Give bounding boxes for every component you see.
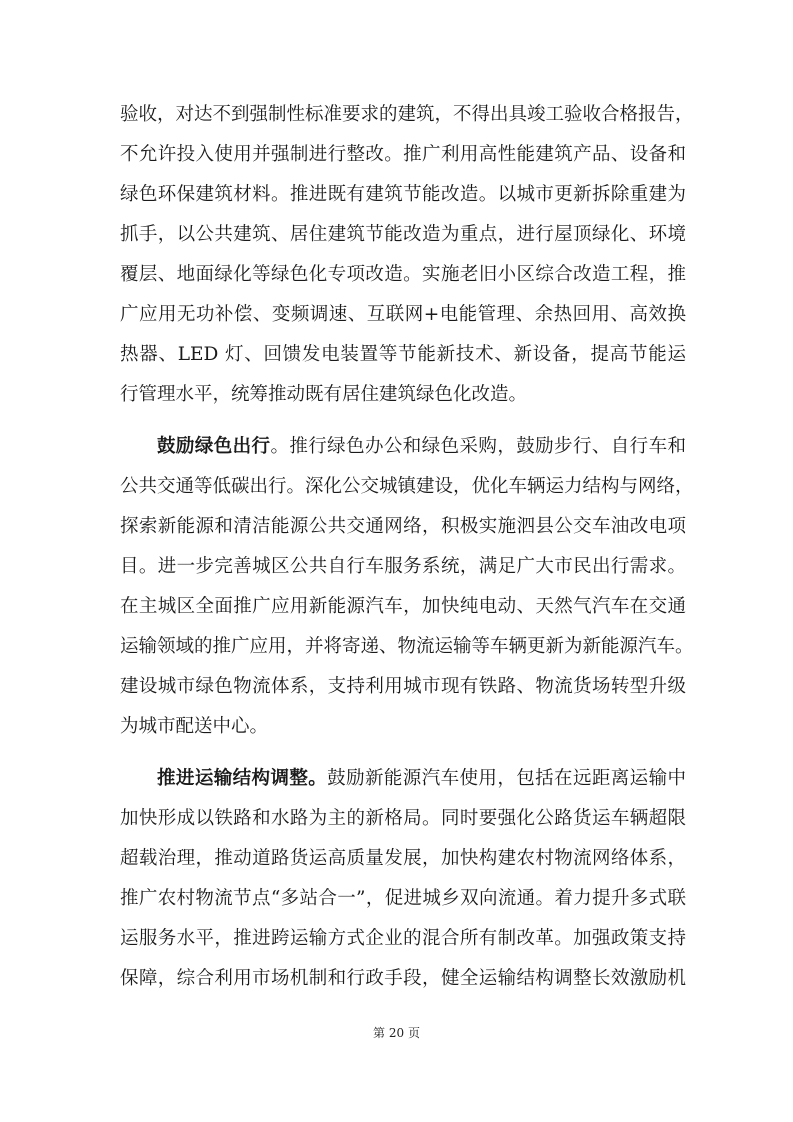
paragraph-line: 覆层、地面绿化等绿色化专项改造。实施老旧小区综合改造工程，推 <box>120 264 686 285</box>
section-first-line <box>157 430 686 464</box>
paragraph-line: 保障，综合利用市场机制和行政手段，健全运输结构调整长效激励机 <box>120 968 686 989</box>
paragraph-line: 在主城区全面推广应用新能源汽车，加快纯电动、天然气汽车在交通 <box>120 596 686 617</box>
section-first-line <box>157 762 686 796</box>
paragraph-line: 绿色环保建筑材料。推进既有建筑节能改造。以城市更新拆除重建为 <box>120 184 686 205</box>
paragraph-line: 广应用无功补偿、变频调速、互联网+电能管理、余热回用、高效换 <box>120 304 686 325</box>
section-heading-rest: 鼓励新能源汽车使用，包括在远距离运输中 <box>327 768 686 789</box>
section-heading-transport-structure: 推进运输结构调整。 <box>157 768 328 789</box>
paragraph-line: 加快形成以铁路和水路为主的新格局。同时要强化公路货运车辆超限 <box>120 808 686 829</box>
paragraph-line: 目。进一步完善城区公共自行车服务系统，满足广大市民出行需求。 <box>120 556 686 577</box>
paragraph-line: 不允许投入使用并强制进行整改。推广利用高性能建筑产品、设备和 <box>120 144 686 165</box>
paragraph-line: 推广农村物流节点“多站合一”，促进城乡双向流通。着力提升多式联 <box>120 888 686 909</box>
paragraph-line: 公共交通等低碳出行。深化公交城镇建设，优化车辆运力结构与网络， <box>120 476 694 497</box>
page-number: 第 20 页 <box>373 1026 420 1040</box>
paragraph-line: 建设城市绿色物流体系，支持利用城市现有铁路、物流货场转型升级 <box>120 676 686 697</box>
paragraph-line: 运输领域的推广应用，并将寄递、物流运输等车辆更新为新能源汽车。 <box>120 636 694 657</box>
paragraph-line: 为城市配送中心。 <box>120 716 269 737</box>
paragraph-line: 验收，对达不到强制性标准要求的建筑，不得出具竣工验收合格报告， <box>120 104 694 125</box>
paragraph-line: 抓手，以公共建筑、居住建筑节能改造为重点，进行屋顶绿化、环境 <box>120 224 686 245</box>
section-heading-rest: 。推行绿色办公和绿色采购，鼓励步行、自行车和 <box>270 436 686 457</box>
paragraph-line: 超载治理，推动道路货运高质量发展，加快构建农村物流网络体系， <box>120 848 686 869</box>
paragraph-line: 热器、LED 灯、回馈发电装置等节能新技术、新设备，提高节能运 <box>120 344 686 365</box>
section-heading-green-travel: 鼓励绿色出行 <box>157 436 271 457</box>
paragraph-line: 行管理水平，统筹推动既有居住建筑绿色化改造。 <box>120 384 528 405</box>
paragraph-line: 运服务水平，推进跨运输方式企业的混合所有制改革。加强政策支持 <box>120 928 686 949</box>
paragraph-line: 探索新能源和清洁能源公共交通网络，积极实施泗县公交车油改电项 <box>120 516 686 537</box>
